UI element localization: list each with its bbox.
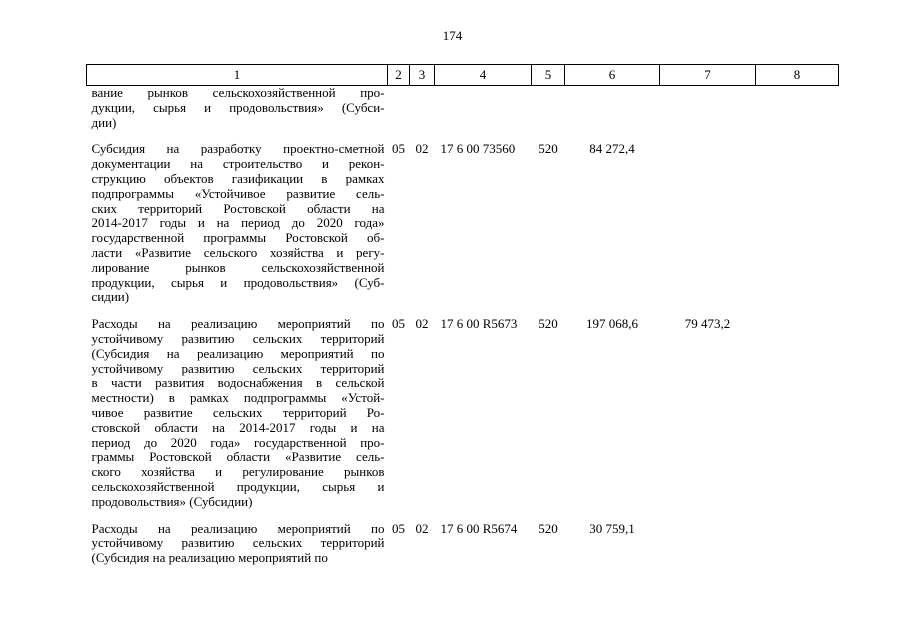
description-line: Расходы на реализацию мероприятий по — [91, 520, 385, 536]
row-description — [87, 135, 388, 310]
description-line: 2014-2017 годы и на период до 2020 года» — [91, 215, 385, 231]
amount-col-8 — [756, 86, 839, 136]
row-description — [87, 515, 388, 571]
amount-col-7 — [660, 135, 756, 310]
subsection-code: 02 — [415, 316, 429, 332]
description-line: вание рынков сельскохозяйственной про- — [91, 85, 385, 100]
expense-type-code — [532, 86, 565, 136]
description-line: ских территорий Ростовской области на — [91, 200, 385, 216]
description-line: дии) — [91, 114, 117, 130]
column-header: 1 — [87, 65, 388, 86]
description-line: Субсидия на разработку проектно-сметной — [91, 141, 385, 157]
subsection-code: 02 — [415, 520, 429, 536]
description-line: струкцию объектов газификации в рамках — [91, 170, 385, 186]
column-header: 8 — [756, 65, 839, 86]
column-header: 5 — [532, 65, 565, 86]
description-line: сельскохозяйственной продукции, сырья и — [91, 478, 385, 494]
description-line: государственной программы Ростовской об- — [91, 230, 385, 246]
amount-col-8 — [756, 515, 839, 571]
amount-col-8 — [756, 310, 839, 514]
description-line: документации на строительство и рекон- — [91, 156, 385, 172]
description-line: дукции, сырья и продовольствия» (Субси- — [91, 99, 385, 115]
expense-type-code: 520 — [538, 316, 558, 332]
table-row — [87, 135, 839, 310]
description-line: Расходы на реализацию мероприятий по — [91, 316, 385, 332]
amount-col-7 — [660, 86, 756, 136]
column-header: 4 — [435, 65, 532, 86]
column-header: 7 — [660, 65, 756, 86]
amount-col-7 — [660, 515, 756, 571]
amount-col-7: 79 473,2 — [684, 316, 731, 332]
description-line: сидии) — [91, 289, 130, 305]
table-row — [87, 515, 839, 571]
description-line: ского хозяйства и регулирование рынков — [91, 464, 385, 480]
column-header: 6 — [565, 65, 660, 86]
expense-type-code: 520 — [538, 141, 558, 157]
description-line: подпрограммы «Устойчивое развитие сель- — [91, 185, 385, 201]
amount-col-6: 30 759,1 — [589, 520, 635, 536]
row-description — [87, 310, 388, 514]
target-article-code: 17 6 00 R5673 — [440, 316, 518, 332]
description-line: (Субсидия на реализацию мероприятий по — [91, 345, 385, 361]
description-line: устойчивому развитию сельских территорий — [91, 360, 385, 376]
description-line: граммы Ростовской области «Развитие сель- — [91, 449, 385, 465]
amount-col-6: 84 272,4 — [589, 141, 635, 157]
amount-col-6: 197 068,6 — [586, 316, 638, 332]
description-line: продовольствия» (Субсидии) — [91, 493, 253, 509]
description-line: лирование рынков сельскохозяйственной — [91, 259, 385, 275]
section-code — [388, 86, 410, 136]
table-row — [87, 310, 839, 514]
section-code: 05 — [392, 141, 405, 157]
description-line: местности) в рамках подпрограммы «Устой- — [91, 390, 385, 406]
description-line: в части развития водоснабжения в сельской — [91, 375, 385, 391]
description-line: (Субсидия на реализацию мероприятий по — [91, 550, 328, 566]
target-article-code — [435, 86, 532, 136]
table-row — [87, 86, 839, 136]
target-article-code: 17 6 00 R5674 — [440, 520, 518, 536]
amount-col-8 — [756, 135, 839, 310]
description-line: ласти «Развитие сельского хозяйства и регу- — [91, 244, 385, 260]
table-header-row — [87, 65, 839, 86]
description-line: продукции, сырья и продовольствия» (Суб- — [91, 274, 385, 290]
page-number: 174 — [442, 28, 463, 43]
row-description — [87, 86, 388, 136]
description-line: чивое развитие сельских территорий Ро- — [91, 404, 385, 420]
budget-table — [86, 64, 839, 571]
column-header: 2 — [388, 65, 410, 86]
description-line: устойчивому развитию сельских территорий — [91, 535, 385, 551]
amount-col-6 — [565, 86, 660, 136]
subsection-code: 02 — [415, 141, 429, 157]
description-line: устойчивому развитию сельских территорий — [91, 330, 385, 346]
expense-type-code: 520 — [538, 520, 558, 536]
section-code: 05 — [392, 520, 405, 536]
description-line: период до 2020 года» государственной про- — [91, 434, 385, 450]
target-article-code: 17 6 00 73560 — [440, 141, 516, 157]
subsection-code — [410, 86, 435, 136]
description-line: стовской области на 2014-2017 годы и на — [91, 419, 385, 435]
section-code: 05 — [392, 316, 405, 332]
column-header: 3 — [410, 65, 435, 86]
